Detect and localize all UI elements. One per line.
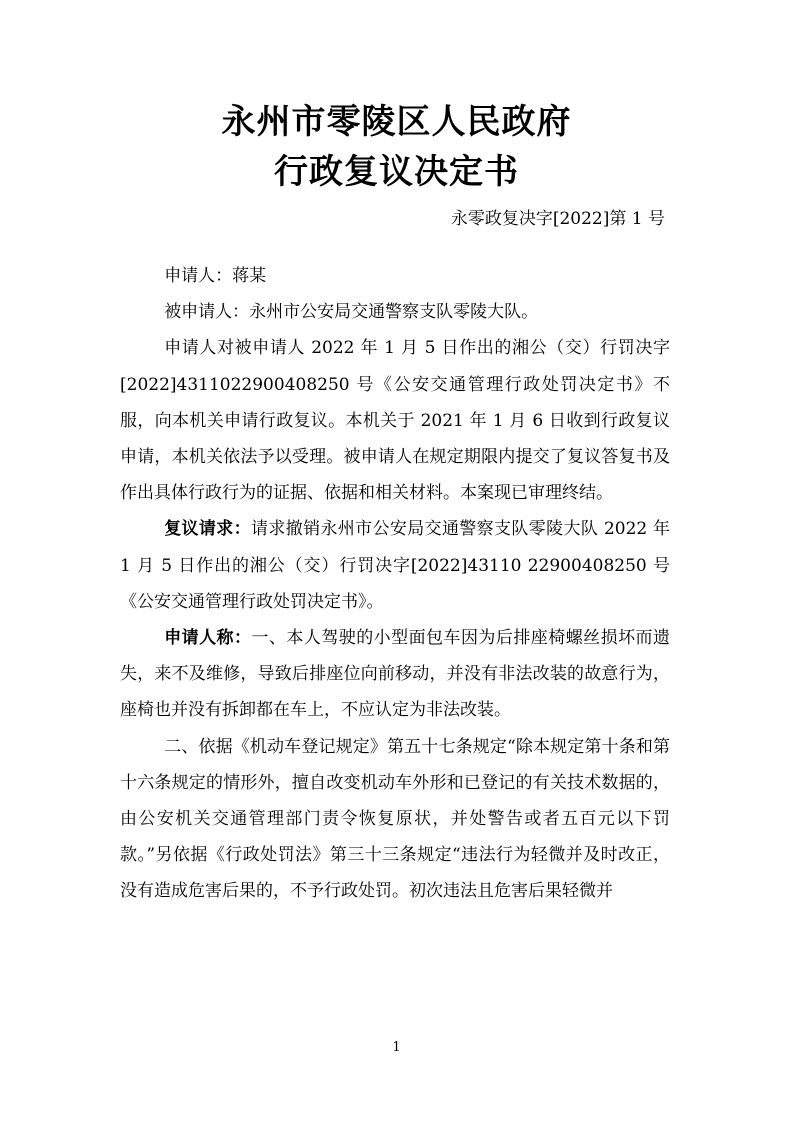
page-number: 1 <box>392 1040 401 1055</box>
claim-paragraph <box>120 620 670 729</box>
claim-text: 一、本人驾驶的小型面包车因为后排座椅螺丝损坏而遗失，来不及维修，导致后排座位向前移动，并没有非法改装的故意行为，座椅也并没有拆卸都在车上，不应认定为非法改装。 <box>120 628 671 721</box>
intro-paragraph: 申请人对被申请人 2022 年 1 月 5 日作出的湘公（交）行罚决字[2022]4311022900408250 号《公安交通管理行政处罚决定书》不服，向本机关申请行政复议。本机关于 2021 年 1 月 6 日收到行政复议申请，本机关依法予以受理。被申请人在规定期限内提交了复议答复书及作出具体行政行为的证据、依据和相关材料。本案现已审理终结。 <box>120 338 670 504</box>
document-title-line1: 永州市零陵区人民政府 <box>221 102 572 142</box>
applicant-line: 申请人：蒋某 <box>164 266 267 286</box>
document-title-line2: 行政复议决定书 <box>274 152 519 192</box>
claim-label: 申请人称： <box>164 628 252 649</box>
respondent-line: 被申请人：永州市公安局交通警察支队零陵大队。 <box>164 302 539 323</box>
document-number: 永零政复决字[2022]第 1 号 <box>450 209 665 229</box>
document-body <box>120 258 670 910</box>
request-paragraph <box>120 511 670 620</box>
request-text: 请求撤销永州市公安局交通警察支队零陵大队 2022 年 1 月 5 日作出的湘公（交）行罚决字[2022]43110 22900408250 号《公安交通管理行政处罚决定书》。 <box>120 519 671 612</box>
request-label: 复议请求： <box>164 519 251 540</box>
claim-paragraph-2: 二、依据《机动车登记规定》第五十七条规定“除本规定第十条和第十六条规定的情形外，擅自改变机动车外形和已登记的有关技术数据的，由公安机关交通管理部门责令恢复原状，并处警告或者五百元以下罚款。”另依据《行政处罚法》第三十三条规定“违法行为轻微并及时改正，没有造成危害后果的，不予行政处罚。初次违法且危害后果轻微并 <box>120 736 670 902</box>
